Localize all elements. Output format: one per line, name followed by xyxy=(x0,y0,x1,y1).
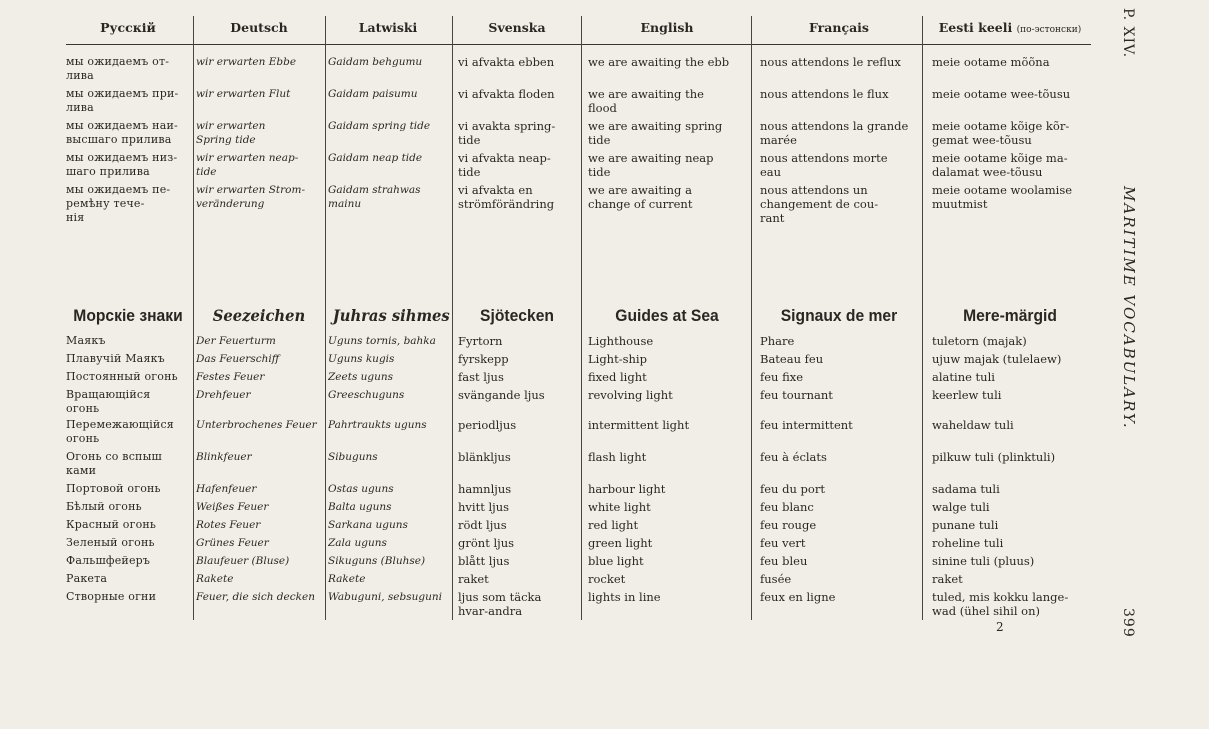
lower-row-cell-et: keerlew tuli xyxy=(932,388,1002,402)
lower-row-cell-sv: Fyrtorn xyxy=(458,334,503,348)
upper-row-cell-fr: nous attendons le flux xyxy=(760,87,889,101)
column-header-german: Deutsch xyxy=(230,20,288,35)
lower-row-cell-en: intermittent light xyxy=(588,418,690,432)
lower-row-cell-sv: fast ljus xyxy=(458,370,504,384)
upper-row-cell-ru: мы ожидаемъ от- лива xyxy=(66,55,170,82)
lower-row-cell-et: walge tuli xyxy=(932,500,990,514)
section-head-swedish: Sjötecken xyxy=(480,306,554,325)
column-header-latvian: Latwiski xyxy=(358,20,418,35)
lower-row-cell-lv: Greeschuguns xyxy=(328,389,405,401)
footer-mark: 2 xyxy=(996,620,1004,634)
column-header-russian: Русскій xyxy=(100,20,156,35)
lower-row-cell-fr: feu rouge xyxy=(760,518,817,532)
lower-row-cell-et: sadama tuli xyxy=(932,482,1000,496)
lower-row-cell-et: ujuw majak (tulelaew) xyxy=(932,352,1062,366)
lower-row-cell-et: roheline tuli xyxy=(932,536,1004,550)
lower-row-cell-lv: Pahrtraukts uguns xyxy=(328,419,427,431)
column-divider xyxy=(452,16,453,620)
lower-row-cell-lv: Sarkana uguns xyxy=(328,519,408,531)
lower-row-cell-de: Feuer, die sich decken xyxy=(196,591,315,603)
lower-row-cell-en: harbour light xyxy=(588,482,666,496)
upper-row-cell-lv: Gaidam behgumu xyxy=(328,56,423,68)
lower-row-cell-ru: Створные огни xyxy=(66,590,157,603)
upper-row-cell-et: meie ootame woolamise muutmist xyxy=(932,183,1073,211)
lower-row-cell-fr: feu du port xyxy=(760,482,825,496)
lower-row-cell-de: Blinkfeuer xyxy=(196,451,252,463)
lower-row-cell-fr: feu intermittent xyxy=(760,418,853,432)
lower-row-cell-sv: blänkljus xyxy=(458,450,511,464)
upper-row-cell-sv: vi afvakta floden xyxy=(458,87,555,101)
lower-row-cell-sv: periodljus xyxy=(458,418,517,432)
section-head-russian: Морскіе знаки xyxy=(73,306,183,325)
lower-row-cell-en: Light-ship xyxy=(588,352,647,366)
lower-row-cell-en: rocket xyxy=(588,572,626,586)
section-head-german: Seezeichen xyxy=(212,306,306,325)
column-header-estonian-suffix: (по-эстонски) xyxy=(1016,25,1082,35)
column-divider xyxy=(193,16,194,620)
page-reference: P. XIV. xyxy=(1120,8,1136,59)
upper-row-cell-et: meie ootame wee-tõusu xyxy=(932,87,1071,101)
upper-row-cell-lv: Gaidam strahwas mainu xyxy=(328,184,421,210)
upper-row-cell-sv: vi afvakta ebben xyxy=(458,55,555,69)
upper-row-cell-lv: Gaidam neap tide xyxy=(328,152,423,164)
column-divider xyxy=(922,16,923,620)
lower-row-cell-ru: Постоянный огонь xyxy=(66,370,178,383)
lower-row-cell-ru: Портовой огонь xyxy=(66,482,161,495)
lower-row-cell-ru: Зеленый огонь xyxy=(66,536,155,549)
lower-row-cell-ru: Ракета xyxy=(66,572,108,585)
lower-row-cell-ru: Маякъ xyxy=(66,334,106,347)
lower-row-cell-en: lights in line xyxy=(588,590,661,604)
lower-row-cell-de: Das Feuerschiff xyxy=(196,353,280,365)
lower-row-cell-ru: Огонь со вспыш ками xyxy=(66,450,162,477)
upper-row-cell-fr: nous attendons un changement de cou- rant xyxy=(760,183,879,225)
column-divider xyxy=(581,16,582,620)
lower-row-cell-lv: Ostas uguns xyxy=(328,483,394,495)
lower-row-cell-fr: Bateau feu xyxy=(760,352,824,366)
lower-row-cell-en: fixed light xyxy=(588,370,647,384)
upper-row-cell-et: meie ootame mõõna xyxy=(932,55,1050,69)
upper-row-cell-sv: vi afvakta neap- tide xyxy=(458,151,551,179)
lower-row-cell-en: red light xyxy=(588,518,639,532)
lower-row-cell-de: Der Feuerturm xyxy=(196,335,276,347)
lower-row-cell-lv: Sibuguns xyxy=(328,451,378,463)
lower-row-cell-sv: grönt ljus xyxy=(458,536,515,550)
lower-row-cell-lv: Balta uguns xyxy=(328,501,392,513)
section-head-english: Guides at Sea xyxy=(615,306,719,325)
lower-row-cell-ru: Плавучій Маякъ xyxy=(66,352,165,365)
lower-row-cell-lv: Rakete xyxy=(328,573,366,585)
upper-row-cell-et: meie ootame kõige ma- dalamat wee-tõusu xyxy=(932,151,1068,179)
header-rule xyxy=(66,44,1091,45)
lower-row-cell-et: sinine tuli (pluus) xyxy=(932,554,1035,568)
upper-row-cell-fr: nous attendons morte eau xyxy=(760,151,888,179)
lower-row-cell-et: punane tuli xyxy=(932,518,999,532)
upper-row-cell-en: we are awaiting the flood xyxy=(588,87,704,115)
lower-row-cell-de: Hafenfeuer xyxy=(196,483,257,495)
lower-row-cell-lv: Uguns tornis, bahka xyxy=(328,335,436,347)
lower-row-cell-ru: Фальшфейеръ xyxy=(66,554,151,567)
column-divider xyxy=(325,16,326,620)
upper-row-cell-ru: мы ожидаемъ наи- высшаго прилива xyxy=(66,119,178,146)
lower-row-cell-de: Rakete xyxy=(196,573,234,585)
lower-row-cell-ru: Красный огонь xyxy=(66,518,157,531)
column-header-swedish: Svenska xyxy=(488,20,546,35)
sidebar xyxy=(1118,8,1142,708)
lower-row-cell-et: tuled, mis kokku lange- wad (ühel sihil on) xyxy=(932,590,1069,618)
lower-row-cell-sv: hvitt ljus xyxy=(458,500,510,514)
lower-row-cell-fr: feu tournant xyxy=(760,388,833,402)
section-head-latvian: Juhras sihmes xyxy=(332,306,450,325)
lower-row-cell-et: alatine tuli xyxy=(932,370,995,384)
lower-row-cell-de: Weißes Feuer xyxy=(196,501,269,513)
upper-row-cell-en: we are awaiting neap tide xyxy=(588,151,714,179)
lower-row-cell-fr: feu blanc xyxy=(760,500,814,514)
lower-row-cell-fr: fusée xyxy=(760,572,792,586)
lower-row-cell-lv: Zeets uguns xyxy=(328,371,394,383)
lower-row-cell-sv: raket xyxy=(458,572,489,586)
upper-row-cell-et: meie ootame kõige kõr- gemat wee-tõusu xyxy=(932,119,1070,147)
section-head-estonian: Mere-märgid xyxy=(963,306,1057,325)
lower-row-cell-de: Grünes Feuer xyxy=(196,537,269,549)
lower-row-cell-lv: Zala uguns xyxy=(328,537,387,549)
upper-row-cell-fr: nous attendons la grande marée xyxy=(760,119,909,147)
lower-row-cell-fr: Phare xyxy=(760,334,795,348)
upper-row-cell-en: we are awaiting a change of current xyxy=(588,183,693,211)
lower-row-cell-de: Unterbrochenes Feuer xyxy=(196,419,317,431)
lower-row-cell-en: revolving light xyxy=(588,388,673,402)
lower-row-cell-lv: Wabuguni, sebsuguni xyxy=(328,591,442,603)
upper-row-cell-sv: vi avakta spring- tide xyxy=(458,119,556,147)
lower-row-cell-en: green light xyxy=(588,536,653,550)
upper-row-cell-de: wir erwarten Ebbe xyxy=(196,56,297,68)
lower-row-cell-fr: feu vert xyxy=(760,536,806,550)
lower-row-cell-lv: Sikuguns (Bluhse) xyxy=(328,555,426,567)
lower-row-cell-et: pilkuw tuli (plinktuli) xyxy=(932,450,1056,464)
lower-row-cell-ru: Перемежающійся огонь xyxy=(66,418,174,445)
lower-row-cell-en: Lighthouse xyxy=(588,334,654,348)
page-number: 399 xyxy=(1120,608,1136,638)
lower-row-cell-et: tuletorn (majak) xyxy=(932,334,1027,348)
lower-row-cell-de: Rotes Feuer xyxy=(196,519,261,531)
lower-row-cell-et: raket xyxy=(932,572,963,586)
upper-row-cell-de: wir erwarten neap- tide xyxy=(196,152,299,178)
lower-row-cell-en: blue light xyxy=(588,554,644,568)
upper-row-cell-lv: Gaidam paisumu xyxy=(328,88,418,100)
lower-row-cell-sv: fyrskepp xyxy=(458,352,509,366)
upper-row-cell-de: wir erwarten Flut xyxy=(196,88,291,100)
lower-row-cell-ru: Вращающійся огонь xyxy=(66,388,151,415)
column-header-english: English xyxy=(640,20,694,35)
upper-row-cell-ru: мы ожидаемъ при- лива xyxy=(66,87,179,114)
lower-row-cell-sv: blått ljus xyxy=(458,554,510,568)
lower-row-cell-lv: Uguns kugis xyxy=(328,353,395,365)
lower-row-cell-de: Blaufeuer (Bluse) xyxy=(196,555,290,567)
lower-row-cell-sv: svängande ljus xyxy=(458,388,545,402)
upper-row-cell-de: wir erwarten Strom- veränderung xyxy=(196,184,305,210)
upper-row-cell-ru: мы ожидаемъ пе- ремѣну тече- нія xyxy=(66,183,171,224)
upper-row-cell-en: we are awaiting the ebb xyxy=(588,55,730,69)
lower-row-cell-en: flash light xyxy=(588,450,647,464)
upper-row-cell-de: wir erwarten Spring tide xyxy=(196,120,266,146)
upper-row-cell-lv: Gaidam spring tide xyxy=(328,120,431,132)
lower-row-cell-de: Festes Feuer xyxy=(196,371,265,383)
column-header-estonian-label: Eesti keeli xyxy=(938,20,1013,35)
lower-row-cell-ru: Бѣлый огонь xyxy=(66,500,142,513)
upper-row-cell-fr: nous attendons le reflux xyxy=(760,55,901,69)
lower-row-cell-sv: hamnljus xyxy=(458,482,512,496)
lower-row-cell-et: waheldaw tuli xyxy=(932,418,1014,432)
column-divider xyxy=(751,16,752,620)
lower-row-cell-sv: rödt ljus xyxy=(458,518,507,532)
column-header-estonian xyxy=(932,20,1088,38)
section-head-french: Signaux de mer xyxy=(780,306,898,325)
lower-row-cell-de: Drehfeuer xyxy=(196,389,251,401)
lower-row-cell-en: white light xyxy=(588,500,651,514)
lower-row-cell-sv: ljus som täcka hvar-andra xyxy=(458,590,542,618)
lower-row-cell-fr: feu à éclats xyxy=(760,450,827,464)
upper-row-cell-ru: мы ожидаемъ низ- шаго прилива xyxy=(66,151,178,178)
lower-row-cell-fr: feux en ligne xyxy=(760,590,836,604)
column-header-french: Français xyxy=(809,20,869,35)
lower-row-cell-fr: feu fixe xyxy=(760,370,804,384)
running-title: MARITIME VOCABULARY. xyxy=(1120,186,1138,430)
lower-row-cell-fr: feu bleu xyxy=(760,554,808,568)
upper-row-cell-en: we are awaiting spring tide xyxy=(588,119,723,147)
upper-row-cell-sv: vi afvakta en strömförändring xyxy=(458,183,555,211)
